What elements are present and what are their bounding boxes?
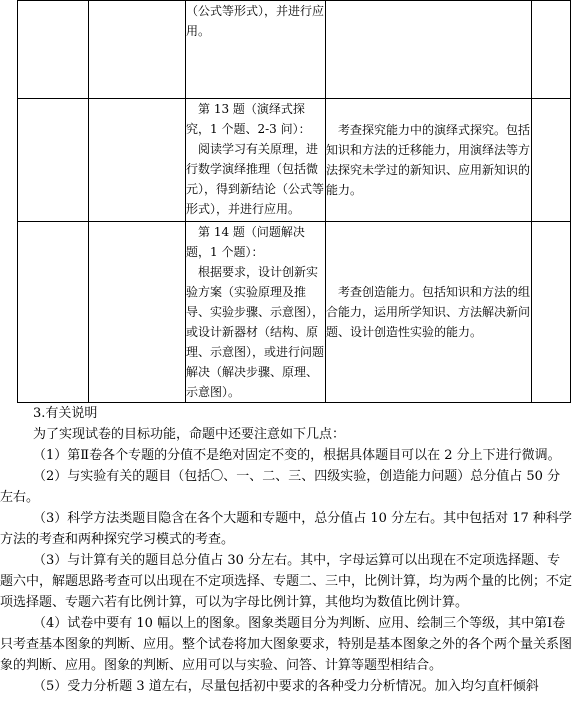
- table-cell-category: [18, 1, 89, 99]
- intro-paragraph: 为了实现试卷的目标功能，命题中还要注意如下几点：: [33, 427, 346, 442]
- table-cell-requirement: [186, 1, 326, 99]
- note-item: （2）与实验有关的题目（包括〇、一、二、三、四级实验，创造能力问题）总分值占 50 分左右。: [0, 469, 561, 505]
- requirement-text: （公式等形式），并进行应用。: [186, 4, 325, 38]
- note-item: （3）与计算有关的题目总分值占 30 分左右。其中，字母运算可以出现在不定项选择题、专题六中，解题思路考查可以出现在不定项选择、专题二、三中，比例计算，均为两个量的比例；不定项选择题、专题六若有比例计算，可以为字母比例计算，其他均为数值比例计算。: [0, 553, 573, 610]
- table-cell-score: [532, 1, 571, 99]
- question-title: 第 13 题（演绎式探究，1 个题、2-3 问）：: [186, 102, 311, 136]
- notes-section: [0, 403, 581, 697]
- note-item: （1）第Ⅱ卷各个专题的分值不是绝对固定不变的，根据具体题目可以在 2 分上下进行微调。: [33, 448, 561, 463]
- table-cell-section: [89, 99, 186, 222]
- table-cell-ability: [326, 222, 532, 403]
- note-item: （5）受力分析题 3 道左右，尽量包括初中要求的各种受力分析情况。加入均匀直杆倾斜: [33, 679, 539, 694]
- question-body: 阅读学习有关原理，进行数学演绎推理（包括微元），得到新结论（公式等形式），并进行应用。: [186, 142, 325, 216]
- table-row: [18, 99, 571, 222]
- table-cell-ability: [326, 1, 532, 99]
- table-row: [18, 222, 571, 403]
- question-body: 根据要求，设计创新实验方案（实验原理及推导、实验步骤、示意图），或设计新器材（结构、原理、示意图），或进行问题解决（解决步骤、原理、示意图）。: [186, 265, 325, 399]
- note-item: （4）试卷中要有 10 幅以上的图象。图象类题目分为判断、应用、绘制三个等级，其中第Ⅰ卷只考查基本图象的判断、应用。整个试卷将加大图象要求，特别是基本图象之外的各个两个量关系图象的判断、应用。图象的判断、应用可以与实验、问答、计算等题型相结合。: [0, 616, 573, 673]
- table-cell-score: [532, 222, 571, 403]
- table-cell-requirement: [186, 222, 326, 403]
- table-cell-ability: [326, 99, 532, 222]
- ability-text: 考查探究能力中的演绎式探究。包括知识和方法的迁移能力，用演绎法等方法探究未学过的新知识、应用新知识的能力。: [326, 123, 531, 197]
- question-title: 第 14 题（问题解决题，1 个题）：: [186, 225, 305, 259]
- section-heading: 3.有关说明: [33, 406, 98, 421]
- table-cell-category: [18, 99, 89, 222]
- table-cell-section: [89, 1, 186, 99]
- table-cell-section: [89, 222, 186, 403]
- table-cell-score: [532, 99, 571, 222]
- exam-spec-table: [17, 0, 571, 403]
- table-row: [18, 1, 571, 99]
- table-cell-category: [18, 222, 89, 403]
- ability-text: 考查创造能力。包括知识和方法的组合能力，运用所学知识、方法解决新问题、设计创造性实验的能力。: [326, 285, 531, 339]
- note-item: （3）科学方法类题目隐含在各个大题和专题中，总分值占 10 分左右。其中包括对 17 种科学方法的考查和两种探究学习模式的考查。: [0, 511, 572, 547]
- table-cell-requirement: [186, 99, 326, 222]
